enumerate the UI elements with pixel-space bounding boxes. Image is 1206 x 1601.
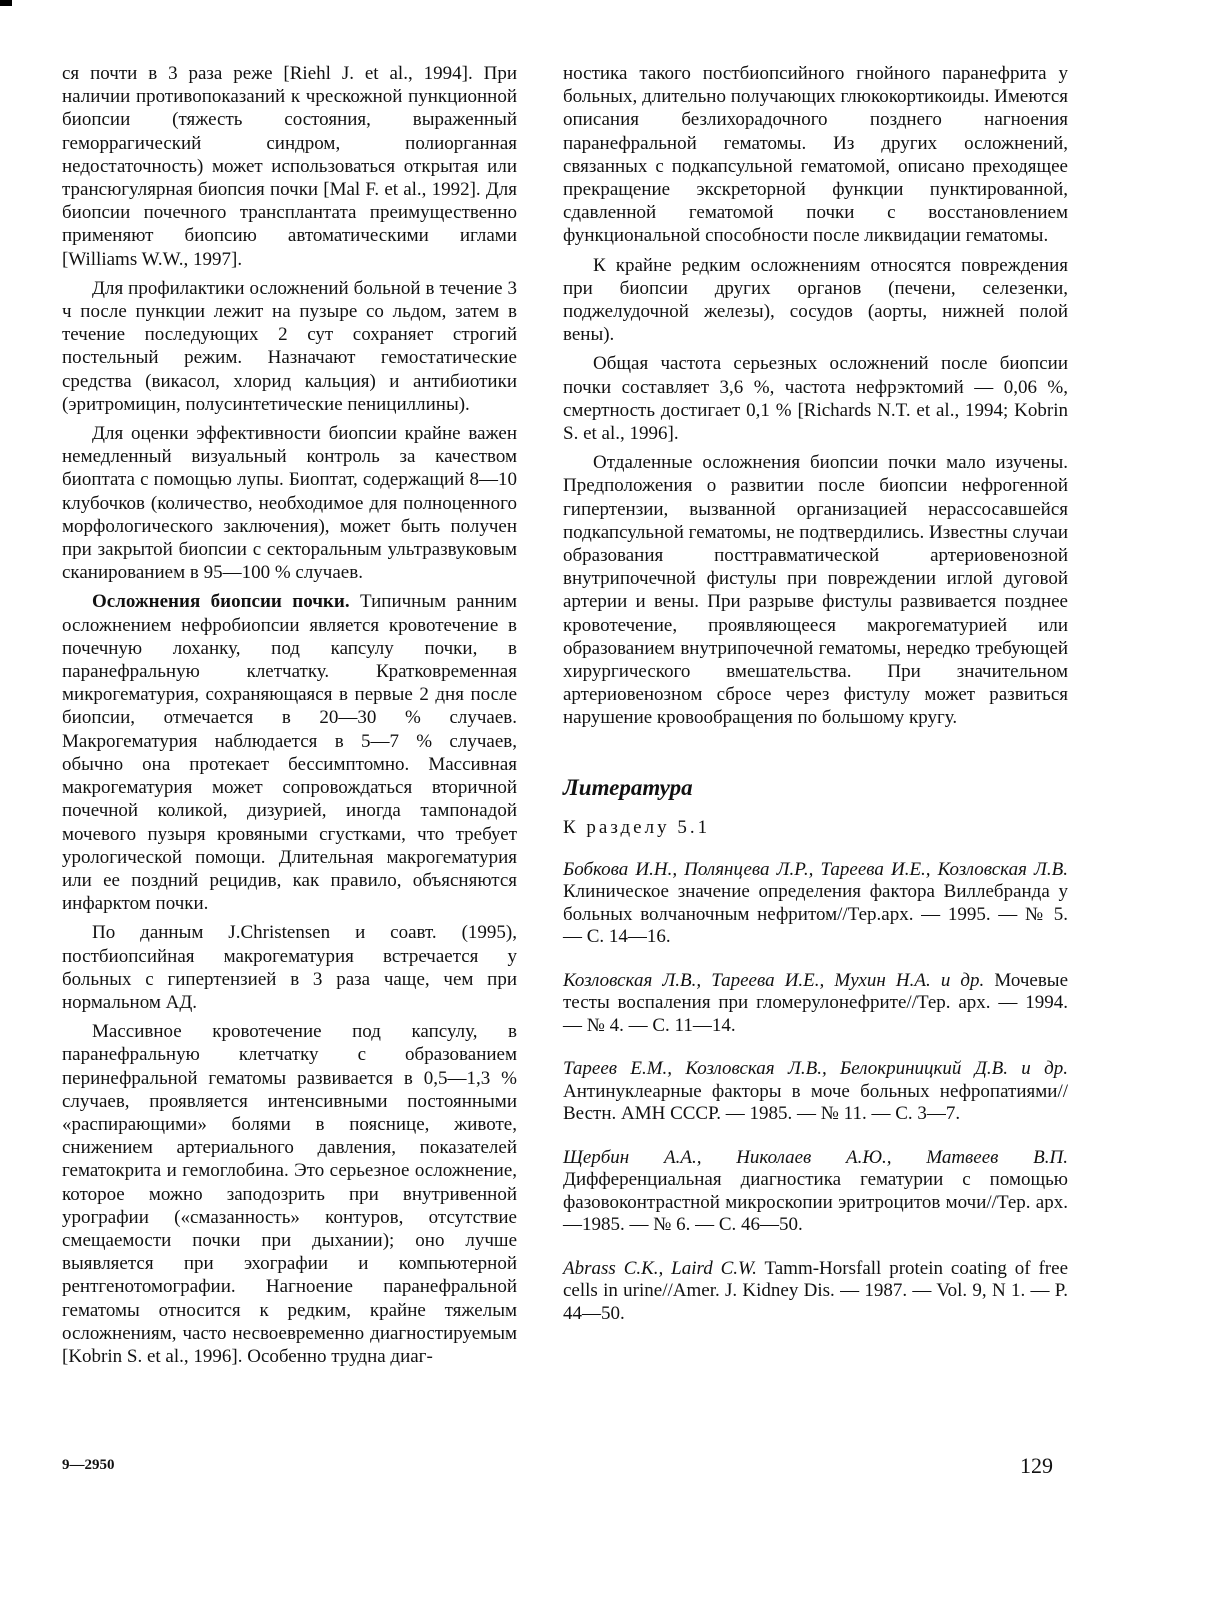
reference-authors: Тареев Е.М., Козловская Л.В., Белокриницкий Д.В. и др.: [563, 1058, 1068, 1080]
reference-authors: Щербин А.А., Николаев А.Ю., Матвеев В.П.: [563, 1146, 1068, 1168]
page-number: 129: [1020, 1453, 1053, 1478]
paragraph: Для оценки эффективности биопсии крайне важен немедленный визуальный контроль за качеством биоптата с помощью лупы. Биоптат, содержащий 8—10 клубочков (количество, необходимое для полноценного морфологического заключения), может быть получен при закрытой биопсии с секторальным ультразвуковым сканированием в 95—100 % случаев.: [62, 423, 517, 584]
paragraph: [62, 590, 517, 915]
reference-text: Антинуклеарные факторы в моче больных нефропатиями//Вестн. АМН СССР. — 1985. — № 11. — С. 3—7.: [563, 1080, 1068, 1125]
paragraph: Отдаленные осложнения биопсии почки мало изучены. Предположения о развитии после биопсии нефрогенной гипертензии, вызванной организацией нерассосавшейся подкапсульной гематомы, не подтвердились. Известны случаи образования посттравматической артериовенозной внутрипочечной фистулы при повреждении иглой дуговой артерии и вены. При разрыве фистулы развивается позднее кровотечение, проявляющееся макрогематурией или образованием внутрипочечной гематомы, нередко требующей хирургического вмешательства. При значительном артериовенозном сбросе через фистулу может развиться нарушение кровообращения по большому кругу.: [563, 452, 1069, 729]
reference-authors: Бобкова И.Н., Полянцева Л.Р., Тареева И.Е., Козловская Л.В.: [563, 858, 1068, 880]
paragraph: По данным J.Christensen и соавт. (1995), постбиопсийная макрогематурия встречается у больных с гипертензией в 3 раза чаще, чем при нормальном АД.: [62, 922, 517, 1013]
reference-item: [563, 970, 1068, 1038]
paragraph: К крайне редким осложнениям относятся повреждения при биопсии других органов (печени, селезенки, поджелудочной железы), сосудов (аорты, нижней полой вены).: [563, 254, 1068, 346]
reference-text: Tamm-Horsfall protein coating of free cells in urine//Amer. J. Kidney Dis. — 1987. — Vol. 9, N 1. — P. 44—50.: [563, 1257, 1068, 1324]
reference-text: Мочевые тесты воспаления при гломерулонефрите//Тер. арх. — 1994. — № 4. — С. 11—14.: [563, 969, 1068, 1036]
reference-item: [563, 1058, 1068, 1126]
right-column: [563, 62, 1068, 1346]
paragraph: Для профилактики осложнений больной в течение 3 ч после пункции лежит на пузыре со льдом, затем в течение последующих 2 сут сохраняет строгий постельный режим. Назначают гемостатические средства (викасол, хлорид кальция) и антибиотики (эритромицин, полусинтетические пенициллины).: [62, 277, 517, 415]
paragraph-text: Типичным ранним осложнением нефробиопсии является кровотечение в почечную лоханку, под капсулу почки, в паранефральную клетчатку. Кратковременная микрогематурия, сохраняющаяся в первые 2 дня после биопсии, отмечается в 20—30 % случаев. Макрогематурия наблюдается в 5—7 % случаев, обычно она протекает бессимптомно. Массивная макрогематурия может сопровождаться вторичной почечной коликой, дизурией, иногда тампонадой мочевого пузыря кровяными сгустками, что требует урологической помощи. Длительная макрогематурия или ее поздний рецидив, как правило, объясняются инфарктом почки.: [62, 591, 517, 915]
reference-authors: Abrass C.K., Laird C.W.: [563, 1257, 757, 1279]
left-column: [62, 62, 517, 1374]
reference-item: [563, 1258, 1068, 1326]
section-subhead: К разделу 5.1: [563, 816, 711, 838]
reference-text: Клиническое значение определения фактора Виллебранда у больных волчаночным нефритом//Тер.арх. — 1995. — № 5. — С. 14—16.: [563, 881, 1068, 948]
reference-item: [563, 859, 1068, 949]
paragraph: ся почти в 3 раза реже [Riehl J. et al., 1994]. При наличии противопоказаний к чрескожной пункционной биопсии (тяжесть состояния, выраженный геморрагический синдром, полиорганная недостаточность) может использоваться открытая или трансюгулярная биопсия почки [Mal F. et al., 1992]. Для биопсии почечного трансплантата преимущественно применяют биопсию автоматическими иглами [Williams W.W., 1997].: [62, 63, 517, 270]
corner-mark: [0, 0, 12, 6]
reference-text: Дифференциальная диагностика гематурии с помощью фазовоконтрастной микроскопии эритроцитов мочи//Тер. арх. —1985. — № 6. — С. 46—50.: [563, 1169, 1068, 1236]
reference-item: [563, 1147, 1068, 1237]
paragraph-lead: Осложнения биопсии почки.: [92, 591, 350, 613]
signature-code: 9—2950: [62, 1457, 115, 1473]
reference-authors: Козловская Л.В., Тареева И.Е., Мухин Н.А. и др.: [563, 969, 985, 991]
paragraph: Массивное кровотечение под капсулу, в паранефральную клетчатку с образованием перинефральной гематомы развивается в 0,5—1,3 % случаев, проявляется интенсивными постоянными «распирающими» болями в пояснице, животе, снижением артериального давления, показателей гематокрита и гемоглобина. Это серьезное осложнение, которое можно заподозрить при внутривенной урографии («смазанность» контуров, отсутствие смещаемости почки при дыхании); оно лучше выявляется при эхографии и компьютерной рентгенотомографии. Нагноение паранефральной гематомы относится к редким, крайне тяжелым осложнениям, часто несвоевременно диагностируемым [Kobrin S. et al., 1996]. Особенно трудна диаг-: [62, 1021, 517, 1367]
paragraph: Общая частота серьезных осложнений после биопсии почки составляет 3,6 %, частота нефрэктомий — 0,06 %, смертность достигает 0,1 % [Richards N.T. et al., 1994; Kobrin S. et al., 1996].: [563, 353, 1068, 445]
section-title: Литература: [563, 774, 693, 800]
paragraph: ностика такого постбиопсийного гнойного паранефрита у больных, длительно получающих глюкокортикоиды. Имеются описания безлихорадочного позднего нагноения паранефральной гематомы. Из других осложнений, связанных с подкапсульной гематомой, описано преходящее прекращение экскреторной функции пунктированной, сдавленной гематомой почки с восстановлением функциональной способности после ликвидации гематомы.: [563, 63, 1068, 247]
